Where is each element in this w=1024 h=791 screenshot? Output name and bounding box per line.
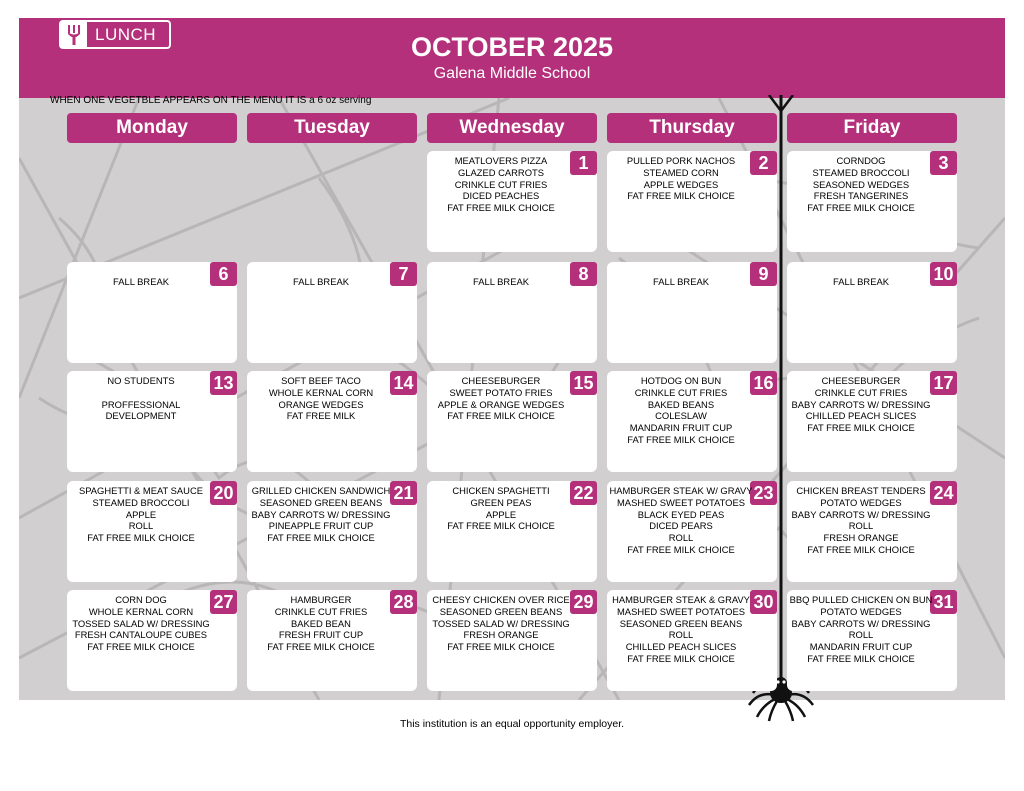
day-header-wednesday: Wednesday bbox=[427, 113, 597, 143]
day-cell bbox=[607, 262, 777, 363]
menu-items: BBQ PULLED CHICKEN ON BUN POTATO WEDGES BABY CARROTS W/ DRESSING ROLL MANDARIN FRUIT CUP FAT FREE MILK CHOICE bbox=[789, 594, 933, 664]
day-cell bbox=[427, 371, 597, 472]
day-cell bbox=[427, 262, 597, 363]
day-cell bbox=[247, 590, 417, 691]
menu-items: GRILLED CHICKEN SANDWICH SEASONED GREEN BEANS BABY CARROTS W/ DRESSING PINEAPPLE FRUIT CUP FAT FREE MILK CHOICE bbox=[251, 485, 391, 544]
date-badge: 2 bbox=[750, 151, 777, 175]
menu-items: HAMBURGER STEAK W/ GRAVY MASHED SWEET POTATOES BLACK EYED PEAS DICED PEARS ROLL FAT FREE MILK CHOICE bbox=[609, 485, 753, 555]
day-cell bbox=[787, 590, 957, 691]
page-title: OCTOBER 2025 bbox=[410, 32, 614, 62]
menu-items: FALL BREAK bbox=[653, 276, 709, 287]
menu-items: CHICKEN BREAST TENDERS POTATO WEDGES BABY CARROTS W/ DRESSING ROLL FRESH ORANGE FAT FREE MILK CHOICE bbox=[791, 485, 931, 555]
logo-text: LUNCH bbox=[95, 24, 157, 44]
menu-items: CHICKEN SPAGHETTI GREEN PEAS APPLE FAT FREE MILK CHOICE bbox=[447, 485, 555, 532]
date-badge: 17 bbox=[930, 371, 957, 395]
menu-items: FALL BREAK bbox=[113, 276, 169, 287]
menu-items: MEATLOVERS PIZZA GLAZED CARROTS CRINKLE CUT FRIES DICED PEACHES FAT FREE MILK CHOICE bbox=[447, 155, 555, 214]
day-cell bbox=[607, 151, 777, 252]
date-badge: 31 bbox=[930, 590, 957, 614]
day-cell bbox=[787, 262, 957, 363]
day-header-monday: Monday bbox=[67, 113, 237, 143]
menu-items: NO STUDENTS PROFFESSIONAL DEVELOPMENT bbox=[101, 375, 181, 422]
date-badge: 9 bbox=[750, 262, 777, 286]
day-header-friday: Friday bbox=[787, 113, 957, 143]
menu-items: FALL BREAK bbox=[833, 276, 889, 287]
date-badge: 16 bbox=[750, 371, 777, 395]
menu-items: HAMBURGER CRINKLE CUT FRIES BAKED BEAN FRESH FRUIT CUP FAT FREE MILK CHOICE bbox=[267, 594, 375, 653]
date-badge: 21 bbox=[390, 481, 417, 505]
school-name: Galena Middle School bbox=[433, 65, 591, 82]
day-header-thursday: Thursday bbox=[607, 113, 777, 143]
day-cell bbox=[787, 481, 957, 582]
date-badge: 13 bbox=[210, 371, 237, 395]
menu-items: SPAGHETTI & MEAT SAUCE STEAMED BROCCOLI APPLE ROLL FAT FREE MILK CHOICE bbox=[79, 485, 203, 544]
menu-items: CHEESEBURGER SWEET POTATO FRIES APPLE & ORANGE WEDGES FAT FREE MILK CHOICE bbox=[437, 375, 565, 422]
menu-items: SOFT BEEF TACO WHOLE KERNAL CORN ORANGE WEDGES FAT FREE MILK bbox=[268, 375, 374, 422]
serving-note: WHEN ONE VEGETBLE APPEARS ON THE MENU IT IS a 6 oz serving bbox=[50, 95, 372, 106]
day-cell bbox=[787, 151, 957, 252]
menu-items: HOTDOG ON BUN CRINKLE CUT FRIES BAKED BEANS COLESLAW MANDARIN FRUIT CUP FAT FREE MILK CHOICE bbox=[627, 375, 735, 445]
footer-statement: This institution is an equal opportunity employer. bbox=[399, 718, 625, 730]
day-cell bbox=[67, 481, 237, 582]
date-badge: 6 bbox=[210, 262, 237, 286]
menu-items: CORNDOG STEAMED BROCCOLI SEASONED WEDGES FRESH TANGERINES FAT FREE MILK CHOICE bbox=[807, 155, 915, 214]
menu-items: CHEESY CHICKEN OVER RICE SEASONED GREEN BEANS TOSSED SALAD W/ DRESSING FRESH ORANGE FAT FREE MILK CHOICE bbox=[432, 594, 570, 653]
menu-items: CHEESEBURGER CRINKLE CUT FRIES BABY CARROTS W/ DRESSING CHILLED PEACH SLICES FAT FREE MILK CHOICE bbox=[791, 375, 931, 434]
day-cell bbox=[607, 590, 777, 691]
date-badge: 3 bbox=[930, 151, 957, 175]
day-cell bbox=[427, 151, 597, 252]
menu-items: FALL BREAK bbox=[293, 276, 349, 287]
menu-items: FALL BREAK bbox=[473, 276, 529, 287]
date-badge: 29 bbox=[570, 590, 597, 614]
day-cell bbox=[67, 590, 237, 691]
menu-items: PULLED PORK NACHOS STEAMED CORN APPLE WEDGES FAT FREE MILK CHOICE bbox=[626, 155, 736, 202]
day-cell bbox=[427, 481, 597, 582]
date-badge: 10 bbox=[930, 262, 957, 286]
date-badge: 1 bbox=[570, 151, 597, 175]
date-badge: 7 bbox=[390, 262, 417, 286]
date-badge: 28 bbox=[390, 590, 417, 614]
menu-items: HAMBURGER STEAK & GRAVY MASHED SWEET POTATOES SEASONED GREEN BEANS ROLL CHILLED PEACH SLICES FAT FREE MILK CHOICE bbox=[612, 594, 750, 664]
day-cell bbox=[787, 371, 957, 472]
date-badge: 24 bbox=[930, 481, 957, 505]
day-cell bbox=[607, 481, 777, 582]
date-badge: 15 bbox=[570, 371, 597, 395]
day-cell bbox=[67, 262, 237, 363]
date-badge: 20 bbox=[210, 481, 237, 505]
day-cell bbox=[247, 481, 417, 582]
date-badge: 8 bbox=[570, 262, 597, 286]
day-cell bbox=[67, 371, 237, 472]
date-badge: 22 bbox=[570, 481, 597, 505]
day-cell bbox=[427, 590, 597, 691]
day-cell bbox=[247, 262, 417, 363]
date-badge: 23 bbox=[750, 481, 777, 505]
date-badge: 14 bbox=[390, 371, 417, 395]
day-header-tuesday: Tuesday bbox=[247, 113, 417, 143]
date-badge: 27 bbox=[210, 590, 237, 614]
date-badge: 30 bbox=[750, 590, 777, 614]
menu-items: CORN DOG WHOLE KERNAL CORN TOSSED SALAD W/ DRESSING FRESH CANTALOUPE CUBES FAT FREE MILK CHOICE bbox=[72, 594, 210, 653]
day-cell bbox=[607, 371, 777, 472]
header-banner bbox=[19, 18, 1005, 98]
day-cell bbox=[247, 371, 417, 472]
